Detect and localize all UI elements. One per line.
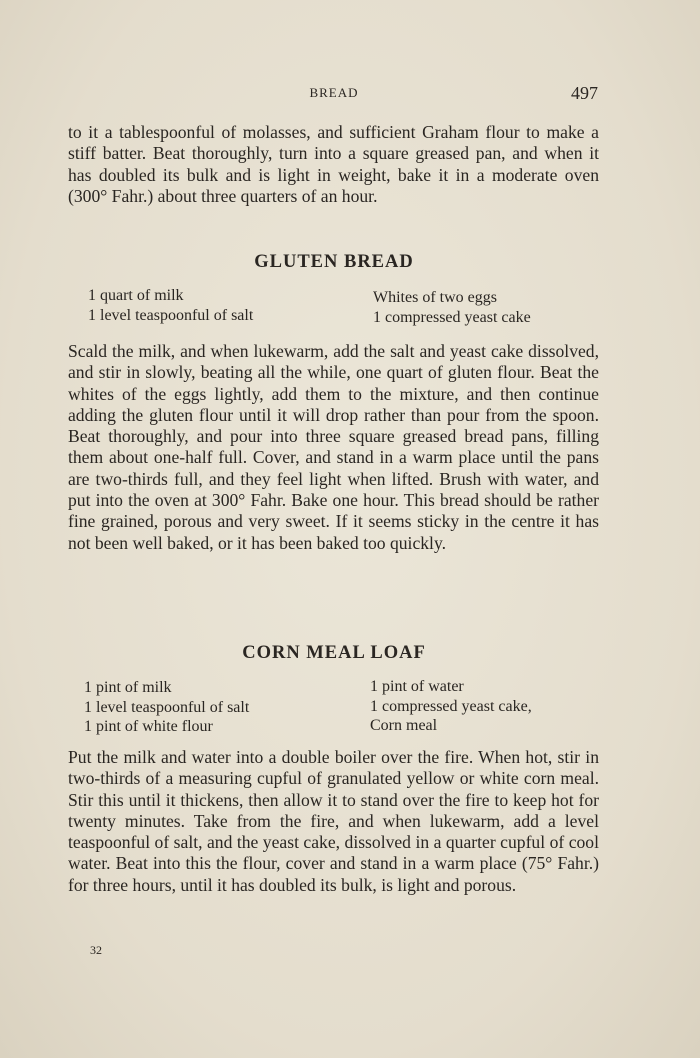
recipe-heading-corn-meal-loaf: CORN MEAL LOAF	[242, 643, 426, 663]
ingredient-item: 1 compressed yeast cake	[373, 308, 531, 326]
page-number: 497	[571, 83, 598, 103]
running-title: BREAD	[309, 85, 359, 100]
ingredient-item: 1 level teaspoonful of salt	[84, 698, 250, 716]
signature-mark: 32	[90, 943, 102, 957]
paragraph-corn-meal-loaf-method: Put the milk and water into a double boiler over the fire. When hot, stir in two-thirds of a measuring cupful of granulated yellow or white corn meal. Stir this until it thickens, then allow it to stand over the fire to keep hot for twenty minutes. Take from the fire, and when lukewarm, add a level teaspoonful of salt, and the yeast cake, dissolved in a quarter cupful of cool water. Beat into this the flour, cover and stand in a warm place (75° Fahr.) for three hours, until it has doubled its bulk, is light and porous.	[68, 747, 599, 895]
ingredient-item: 1 level teaspoonful of salt	[88, 306, 254, 324]
ingredient-item: Corn meal	[370, 717, 438, 734]
ingredient-item: 1 pint of water	[370, 678, 464, 695]
ingredient-item: 1 pint of milk	[84, 679, 172, 696]
running-head	[0, 83, 700, 107]
ingredient-item: Whites of two eggs	[373, 289, 497, 306]
ingredient-item: 1 compressed yeast cake,	[370, 697, 532, 715]
ingredient-list-corn-right	[370, 677, 532, 736]
ingredient-list-gluten-right	[373, 288, 531, 327]
paragraph-gluten-bread-method: Scald the milk, and when lukewarm, add the salt and yeast cake dissolved, and stir in slowly, beating all the while, one quart of gluten flour. Beat the whites of the eggs lightly, add them to the mixture, and then continue adding the gluten flour until it will drop rather than pour from the spoon. Beat thoroughly, and pour into three square greased bread pans, filling them about one-half full. Cover, and stand in a warm place until the pans are two-thirds full, and they feel light when lifted. Brush with water, and put into the oven at 300° Fahr. Bake one hour. This bread should be rather fine grained, porous and very sweet. If it seems sticky in the centre it has not been well baked, or it has been baked too quickly.	[68, 341, 599, 553]
ingredient-list-gluten-left	[88, 286, 253, 325]
ingredient-item: 1 quart of milk	[88, 287, 184, 304]
paragraph-graham-bread-end: to it a tablespoonful of molasses, and sufficient Graham flour to make a stiff batter. Beat thoroughly, turn into a square greased pan, and when it has doubled its bulk and is light in weight, bake it in a moderate oven (300° Fahr.) about three quarters of an hour.	[68, 122, 599, 206]
recipe-heading-gluten-bread: GLUTEN BREAD	[254, 252, 414, 272]
ingredient-item: 1 pint of white flour	[84, 718, 213, 735]
ingredient-list-corn-left	[84, 678, 249, 737]
